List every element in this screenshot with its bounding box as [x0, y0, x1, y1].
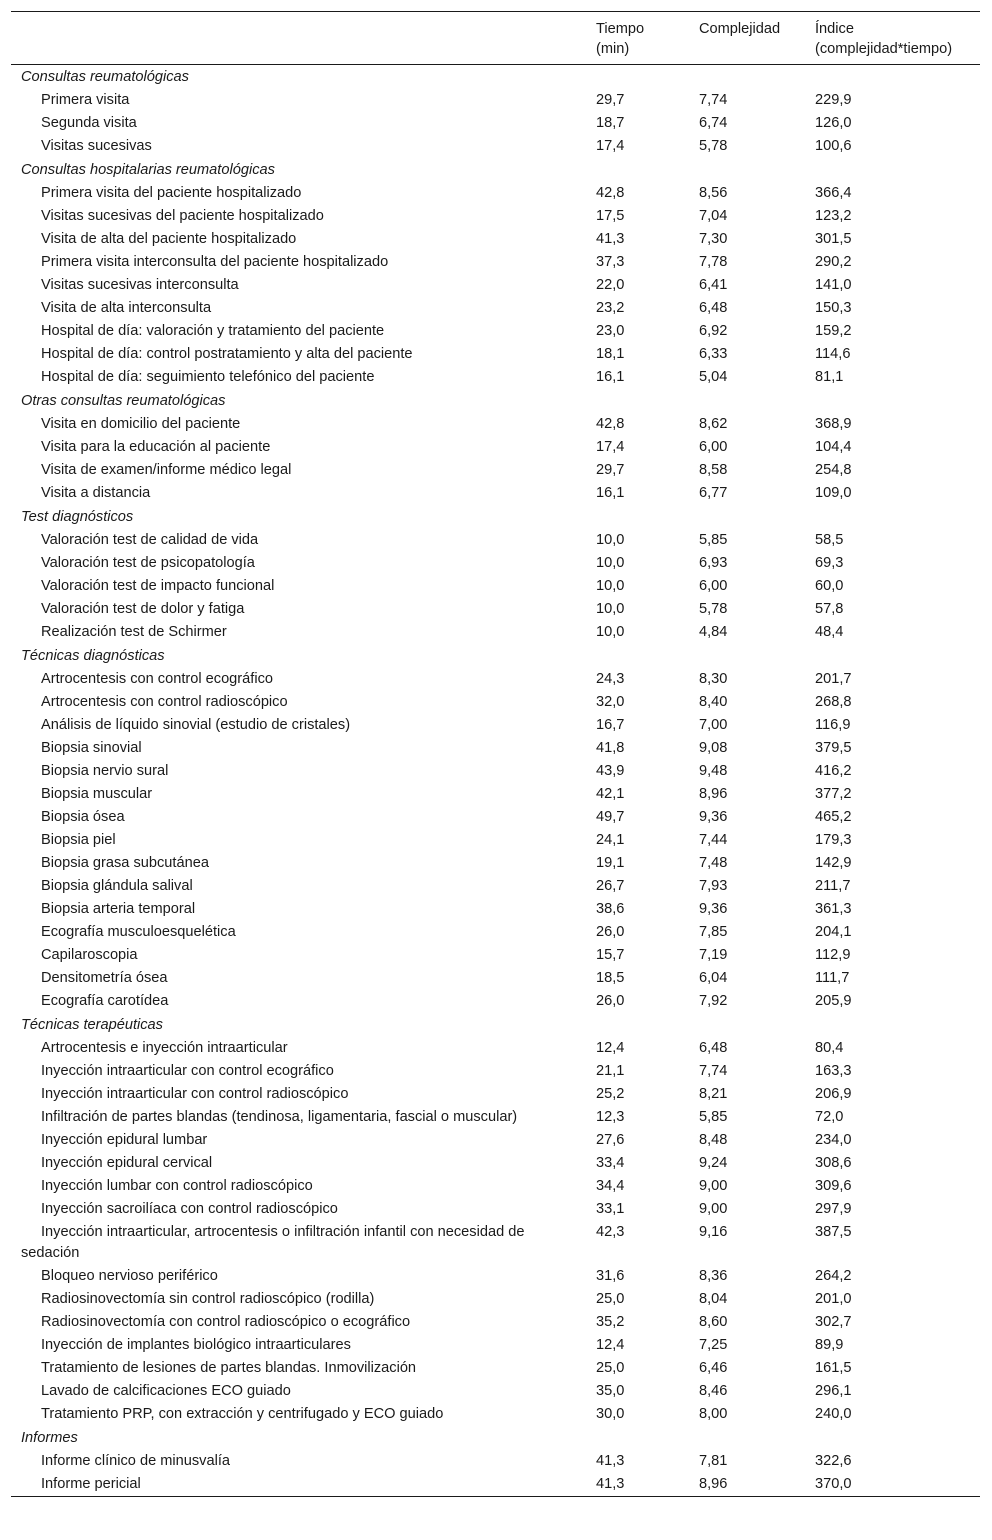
table-row	[11, 1060, 980, 1083]
table-row	[11, 806, 980, 829]
complejidad-cell: 7,00	[699, 717, 728, 733]
complejidad-cell: 5,78	[699, 138, 728, 154]
complejidad-cell: 8,36	[699, 1268, 728, 1284]
tiempo-cell: 27,6	[596, 1132, 625, 1148]
indice-cell: 141,0	[815, 277, 852, 293]
complejidad-cell: 6,48	[699, 300, 728, 316]
complejidad-cell: 6,77	[699, 485, 728, 501]
procedure-name-cell: Ecografía musculoesquelética	[41, 924, 236, 940]
complejidad-cell: 7,30	[699, 231, 728, 247]
data-table-container	[11, 11, 980, 1497]
tiempo-cell: 43,9	[596, 763, 625, 779]
tiempo-cell: 33,4	[596, 1155, 625, 1171]
indice-cell: 112,9	[815, 947, 851, 963]
procedure-name-cell: Hospital de día: valoración y tratamiento del paciente	[41, 323, 385, 339]
indice-cell: 114,6	[815, 346, 851, 362]
procedure-name-cell: Radiosinovectomía con control radioscópico o ecográfico	[41, 1314, 411, 1330]
procedure-name-cell: Inyección intraarticular con control ecográfico	[41, 1063, 334, 1079]
indice-cell: 111,7	[815, 970, 850, 986]
complejidad-cell: 9,36	[699, 901, 728, 917]
table-row	[11, 529, 980, 552]
table-row	[11, 1037, 980, 1060]
table-row	[11, 1083, 980, 1106]
tiempo-cell: 25,0	[596, 1291, 625, 1307]
table-row	[11, 205, 980, 228]
tiempo-cell: 16,7	[596, 717, 625, 733]
header-complejidad: Complejidad	[699, 21, 781, 37]
procedure-name-cell: Primera visita del paciente hospitalizado	[41, 185, 302, 201]
table-row	[11, 621, 980, 644]
complejidad-cell: 8,56	[699, 185, 728, 201]
tiempo-cell: 10,0	[596, 532, 625, 548]
tiempo-cell: 30,0	[596, 1406, 625, 1422]
procedure-name-cell: Valoración test de impacto funcional	[41, 578, 275, 594]
procedure-name-cell: Visita de examen/informe médico legal	[41, 462, 292, 478]
section-title: Técnicas diagnósticas	[21, 648, 165, 664]
complejidad-cell: 8,62	[699, 416, 728, 432]
complejidad-cell: 7,44	[699, 832, 728, 848]
procedure-name-cell: Capilaroscopia	[41, 947, 138, 963]
table-row	[11, 297, 980, 320]
tiempo-cell: 12,4	[596, 1040, 625, 1056]
procedure-name-cell: Biopsia muscular	[41, 786, 153, 802]
tiempo-cell: 29,7	[596, 462, 625, 478]
complejidad-cell: 7,78	[699, 254, 728, 270]
tiempo-cell: 18,1	[596, 346, 625, 362]
indice-cell: 80,4	[815, 1040, 844, 1056]
complejidad-cell: 7,74	[699, 92, 728, 108]
table-row	[11, 251, 980, 274]
complejidad-cell: 6,33	[699, 346, 728, 362]
table-row	[11, 1403, 980, 1426]
table-row	[11, 552, 980, 575]
indice-cell: 366,4	[815, 185, 852, 201]
tiempo-cell: 10,0	[596, 555, 625, 571]
procedure-name-cell: Ecografía carotídea	[41, 993, 169, 1009]
procedure-name-cell: Inyección de implantes biológico intraarticulares	[41, 1337, 351, 1353]
table-row	[11, 898, 980, 921]
indice-cell: 206,9	[815, 1086, 852, 1102]
table-row	[11, 1175, 980, 1198]
table-row	[11, 875, 980, 898]
complejidad-cell: 8,60	[699, 1314, 728, 1330]
complejidad-cell: 6,00	[699, 439, 728, 455]
section-row	[11, 505, 980, 529]
procedure-name-cell: Biopsia ósea	[41, 809, 125, 825]
complejidad-cell: 8,21	[699, 1086, 728, 1102]
procedure-name-cell: Tratamiento PRP, con extracción y centrifugado y ECO guiado	[41, 1406, 444, 1422]
section-title: Test diagnósticos	[21, 509, 134, 525]
complejidad-cell: 8,40	[699, 694, 728, 710]
tiempo-cell: 42,8	[596, 185, 625, 201]
table-row	[11, 1129, 980, 1152]
indice-cell: 179,3	[815, 832, 852, 848]
indice-cell: 104,4	[815, 439, 852, 455]
table-row	[11, 366, 980, 389]
section-title: Técnicas terapéuticas	[21, 1017, 163, 1033]
table-row	[11, 1221, 980, 1265]
procedure-name-cell: Valoración test de calidad de vida	[41, 532, 259, 548]
table-header	[11, 12, 980, 65]
section-title: Consultas reumatológicas	[21, 69, 189, 85]
procedure-name-cell: Análisis de líquido sinovial (estudio de cristales)	[41, 717, 351, 733]
tiempo-cell: 24,1	[596, 832, 625, 848]
indice-cell: 309,6	[815, 1178, 852, 1194]
complejidad-cell: 9,16	[699, 1224, 728, 1240]
procedure-name-cell: Visitas sucesivas interconsulta	[41, 277, 239, 293]
procedure-name-cell: Realización test de Schirmer	[41, 624, 227, 640]
table-row	[11, 482, 980, 505]
table-row	[11, 1334, 980, 1357]
complejidad-cell: 6,48	[699, 1040, 728, 1056]
indice-cell: 240,0	[815, 1406, 852, 1422]
complejidad-cell: 5,85	[699, 532, 728, 548]
indice-cell: 89,9	[815, 1337, 844, 1353]
tiempo-cell: 23,2	[596, 300, 625, 316]
tiempo-cell: 37,3	[596, 254, 625, 270]
table-row	[11, 990, 980, 1013]
indice-cell: 368,9	[815, 416, 852, 432]
tiempo-cell: 16,1	[596, 369, 625, 385]
indice-cell: 150,3	[815, 300, 852, 316]
table-row	[11, 274, 980, 297]
indice-cell: 322,6	[815, 1453, 852, 1469]
indice-cell: 264,2	[815, 1268, 852, 1284]
header-indice-line2: (complejidad*tiempo)	[815, 41, 953, 57]
indice-cell: 109,0	[815, 485, 852, 501]
indice-cell: 377,2	[815, 786, 852, 802]
procedure-name-cell: Visita a distancia	[41, 485, 151, 501]
complejidad-cell: 7,19	[699, 947, 728, 963]
tiempo-cell: 35,0	[596, 1383, 625, 1399]
section-title: Informes	[21, 1430, 78, 1446]
table-row	[11, 413, 980, 436]
procedure-name-cell: Artrocentesis e inyección intraarticular	[41, 1040, 288, 1056]
section-row	[11, 644, 980, 668]
tiempo-cell: 21,1	[596, 1063, 625, 1079]
complejidad-cell: 6,92	[699, 323, 728, 339]
indice-cell: 116,9	[815, 717, 851, 733]
complejidad-cell: 9,08	[699, 740, 728, 756]
table-row	[11, 760, 980, 783]
complejidad-cell: 6,41	[699, 277, 728, 293]
tiempo-cell: 22,0	[596, 277, 625, 293]
indice-cell: 416,2	[815, 763, 852, 779]
procedure-name-cell: Biopsia sinovial	[41, 740, 142, 756]
indice-cell: 204,1	[815, 924, 852, 940]
complejidad-cell: 9,36	[699, 809, 728, 825]
complejidad-cell: 7,85	[699, 924, 728, 940]
tiempo-cell: 41,3	[596, 1476, 625, 1492]
tiempo-cell: 19,1	[596, 855, 625, 871]
indice-cell: 201,7	[815, 671, 852, 687]
indice-cell: 123,2	[815, 208, 852, 224]
tiempo-cell: 25,2	[596, 1086, 625, 1102]
section-row	[11, 158, 980, 182]
tiempo-cell: 32,0	[596, 694, 625, 710]
table-row	[11, 1450, 980, 1473]
procedure-name-cell: Artrocentesis con control radioscópico	[41, 694, 288, 710]
tiempo-cell: 17,5	[596, 208, 625, 224]
indice-cell: 296,1	[815, 1383, 852, 1399]
table-row	[11, 1380, 980, 1403]
indice-cell: 290,2	[815, 254, 852, 270]
tiempo-cell: 10,0	[596, 601, 625, 617]
tiempo-cell: 29,7	[596, 92, 625, 108]
complejidad-cell: 7,74	[699, 1063, 728, 1079]
indice-cell: 58,5	[815, 532, 844, 548]
complejidad-cell: 5,78	[699, 601, 728, 617]
indice-cell: 465,2	[815, 809, 852, 825]
table-row	[11, 668, 980, 691]
table-body	[11, 65, 980, 1497]
table-row	[11, 112, 980, 135]
indice-cell: 387,5	[815, 1224, 852, 1240]
procedure-name-cell: Visita de alta interconsulta	[41, 300, 212, 316]
indice-cell: 161,5	[815, 1360, 852, 1376]
table-row	[11, 1357, 980, 1380]
header-tiempo	[586, 12, 689, 65]
header-tiempo-line2: (min)	[596, 41, 630, 57]
procedure-name-cell: Inyección intraarticular, artrocentesis o infiltración infantil con necesidad de sedación	[21, 1224, 525, 1261]
section-title: Consultas hospitalarias reumatológicas	[21, 162, 275, 178]
procedure-name-cell: Visitas sucesivas del paciente hospitalizado	[41, 208, 324, 224]
indice-cell: 72,0	[815, 1109, 844, 1125]
indice-cell: 81,1	[815, 369, 844, 385]
indice-cell: 211,7	[815, 878, 851, 894]
table-row	[11, 89, 980, 112]
procedure-name-cell: Hospital de día: seguimiento telefónico del paciente	[41, 369, 375, 385]
tiempo-cell: 12,3	[596, 1109, 625, 1125]
procedure-name-cell: Informe clínico de minusvalía	[41, 1453, 230, 1469]
indice-cell: 229,9	[815, 92, 852, 108]
complejidad-cell: 8,04	[699, 1291, 728, 1307]
procedure-name-cell: Biopsia grasa subcutánea	[41, 855, 209, 871]
tiempo-cell: 18,7	[596, 115, 625, 131]
indice-cell: 297,9	[815, 1201, 852, 1217]
table-row	[11, 1265, 980, 1288]
complejidad-cell: 9,00	[699, 1201, 728, 1217]
indice-cell: 69,3	[815, 555, 844, 571]
complejidad-cell: 6,74	[699, 115, 728, 131]
complejidad-cell: 8,00	[699, 1406, 728, 1422]
procedure-name-cell: Visita de alta del paciente hospitalizado	[41, 231, 297, 247]
section-title: Otras consultas reumatológicas	[21, 393, 226, 409]
table-row	[11, 967, 980, 990]
table-row	[11, 714, 980, 737]
complejidad-cell: 7,92	[699, 993, 728, 1009]
procedure-name-cell: Inyección sacroilíaca con control radioscópico	[41, 1201, 338, 1217]
complejidad-cell: 9,24	[699, 1155, 728, 1171]
procedure-name-cell: Visitas sucesivas	[41, 138, 152, 154]
table-row	[11, 1152, 980, 1175]
section-row	[11, 1013, 980, 1037]
complejidad-cell: 7,48	[699, 855, 728, 871]
complejidad-cell: 7,81	[699, 1453, 728, 1469]
indice-cell: 379,5	[815, 740, 852, 756]
complejidad-cell: 6,00	[699, 578, 728, 594]
indice-cell: 126,0	[815, 115, 852, 131]
procedure-name-cell: Densitometría ósea	[41, 970, 168, 986]
procedure-name-cell: Informe pericial	[41, 1476, 141, 1492]
complejidad-cell: 6,93	[699, 555, 728, 571]
tiempo-cell: 34,4	[596, 1178, 625, 1194]
table-row	[11, 436, 980, 459]
table-row	[11, 135, 980, 158]
tiempo-cell: 41,3	[596, 231, 625, 247]
tiempo-cell: 42,1	[596, 786, 625, 802]
tiempo-cell: 26,0	[596, 993, 625, 1009]
complejidad-cell: 6,04	[699, 970, 728, 986]
tiempo-cell: 42,8	[596, 416, 625, 432]
table-row	[11, 1106, 980, 1129]
table-row	[11, 1311, 980, 1334]
tiempo-cell: 25,0	[596, 1360, 625, 1376]
indice-cell: 254,8	[815, 462, 852, 478]
indice-cell: 48,4	[815, 624, 844, 640]
complejidad-cell: 9,00	[699, 1178, 728, 1194]
tiempo-cell: 49,7	[596, 809, 625, 825]
table-row	[11, 575, 980, 598]
procedure-name-cell: Valoración test de dolor y fatiga	[41, 601, 245, 617]
tiempo-cell: 41,3	[596, 1453, 625, 1469]
complejidad-cell: 6,46	[699, 1360, 728, 1376]
complejidad-cell: 7,25	[699, 1337, 728, 1353]
header-indice	[805, 12, 980, 65]
tiempo-cell: 10,0	[596, 578, 625, 594]
procedure-name-cell: Artrocentesis con control ecográfico	[41, 671, 273, 687]
tiempo-cell: 12,4	[596, 1337, 625, 1353]
indice-cell: 268,8	[815, 694, 852, 710]
indice-cell: 205,9	[815, 993, 852, 1009]
header-indice-line1: Índice	[815, 21, 854, 37]
indice-cell: 308,6	[815, 1155, 852, 1171]
tiempo-cell: 24,3	[596, 671, 625, 687]
table-row	[11, 182, 980, 205]
tiempo-cell: 41,8	[596, 740, 625, 756]
tiempo-cell: 18,5	[596, 970, 625, 986]
table-row	[11, 598, 980, 621]
section-row	[11, 65, 980, 90]
tiempo-cell: 38,6	[596, 901, 625, 917]
table-row	[11, 459, 980, 482]
tiempo-cell: 26,7	[596, 878, 625, 894]
procedure-name-cell: Infiltración de partes blandas (tendinosa, ligamentaria, fascial o muscular)	[41, 1109, 518, 1125]
header-tiempo-line1: Tiempo	[596, 21, 645, 37]
procedure-name-cell: Segunda visita	[41, 115, 137, 131]
tiempo-cell: 42,3	[596, 1224, 625, 1240]
table-row	[11, 343, 980, 366]
procedure-name-cell: Inyección lumbar con control radioscópico	[41, 1178, 313, 1194]
complejidad-cell: 8,30	[699, 671, 728, 687]
table-row	[11, 320, 980, 343]
tiempo-cell: 10,0	[596, 624, 625, 640]
procedure-name-cell: Biopsia glándula salival	[41, 878, 193, 894]
indice-cell: 142,9	[815, 855, 852, 871]
indice-cell: 100,6	[815, 138, 852, 154]
procedure-name-cell: Inyección epidural lumbar	[41, 1132, 208, 1148]
procedure-name-cell: Visita en domicilio del paciente	[41, 416, 241, 432]
table-row	[11, 737, 980, 760]
indice-cell: 60,0	[815, 578, 844, 594]
complejidad-cell: 7,04	[699, 208, 728, 224]
tiempo-cell: 35,2	[596, 1314, 625, 1330]
procedure-name-cell: Radiosinovectomía sin control radioscópico (rodilla)	[41, 1291, 375, 1307]
tiempo-cell: 17,4	[596, 138, 625, 154]
indice-cell: 163,3	[815, 1063, 852, 1079]
table-row	[11, 691, 980, 714]
procedure-name-cell: Inyección intraarticular con control radioscópico	[41, 1086, 349, 1102]
procedure-name-cell: Bloqueo nervioso periférico	[41, 1268, 218, 1284]
indice-cell: 301,5	[815, 231, 852, 247]
indice-cell: 159,2	[815, 323, 852, 339]
tiempo-cell: 16,1	[596, 485, 625, 501]
complejidad-cell: 5,04	[699, 369, 728, 385]
section-row	[11, 389, 980, 413]
complejidad-cell: 8,96	[699, 1476, 728, 1492]
tiempo-cell: 33,1	[596, 1201, 625, 1217]
complejidad-cell: 8,58	[699, 462, 728, 478]
procedure-name-cell: Tratamiento de lesiones de partes blandas. Inmovilización	[41, 1360, 417, 1376]
header-row	[11, 12, 980, 65]
procedure-name-cell: Biopsia piel	[41, 832, 116, 848]
tiempo-cell: 26,0	[596, 924, 625, 940]
indice-cell: 57,8	[815, 601, 844, 617]
procedures-table	[11, 11, 980, 1497]
indice-cell: 370,0	[815, 1476, 852, 1492]
tiempo-cell: 15,7	[596, 947, 625, 963]
tiempo-cell: 17,4	[596, 439, 625, 455]
table-row	[11, 1198, 980, 1221]
procedure-name-cell: Visita para la educación al paciente	[41, 439, 271, 455]
complejidad-cell: 4,84	[699, 624, 728, 640]
indice-cell: 302,7	[815, 1314, 852, 1330]
indice-cell: 234,0	[815, 1132, 852, 1148]
procedure-name-cell: Inyección epidural cervical	[41, 1155, 213, 1171]
complejidad-cell: 9,48	[699, 763, 728, 779]
complejidad-cell: 8,96	[699, 786, 728, 802]
procedure-name-cell: Lavado de calcificaciones ECO guiado	[41, 1383, 291, 1399]
tiempo-cell: 23,0	[596, 323, 625, 339]
header-procedure	[11, 12, 586, 65]
table-row	[11, 783, 980, 806]
complejidad-cell: 7,93	[699, 878, 728, 894]
indice-cell: 201,0	[815, 1291, 852, 1307]
procedure-name-cell: Primera visita interconsulta del paciente hospitalizado	[41, 254, 389, 270]
procedure-name-cell: Biopsia nervio sural	[41, 763, 169, 779]
tiempo-cell: 31,6	[596, 1268, 625, 1284]
table-row	[11, 829, 980, 852]
table-row	[11, 921, 980, 944]
complejidad-cell: 5,85	[699, 1109, 728, 1125]
procedure-name-cell: Primera visita	[41, 92, 130, 108]
table-row	[11, 1288, 980, 1311]
table-row	[11, 852, 980, 875]
table-row	[11, 944, 980, 967]
table-row	[11, 228, 980, 251]
complejidad-cell: 8,46	[699, 1383, 728, 1399]
procedure-name-cell: Biopsia arteria temporal	[41, 901, 196, 917]
complejidad-cell: 8,48	[699, 1132, 728, 1148]
section-row	[11, 1426, 980, 1450]
indice-cell: 361,3	[815, 901, 852, 917]
table-row	[11, 1473, 980, 1497]
procedure-name-cell: Hospital de día: control postratamiento y alta del paciente	[41, 346, 413, 362]
procedure-name-cell: Valoración test de psicopatología	[41, 555, 255, 571]
